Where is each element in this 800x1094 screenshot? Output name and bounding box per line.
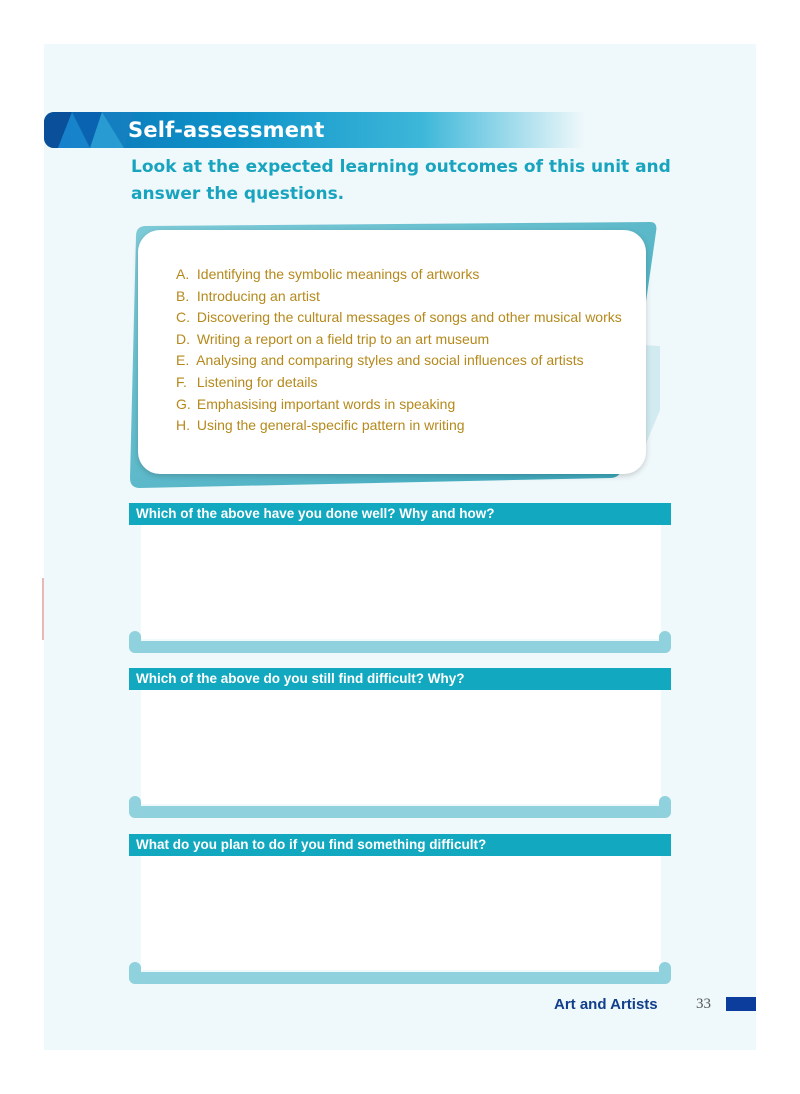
- instruction-text: Look at the expected learning outcomes of this unit and answer the questions.: [131, 157, 671, 204]
- outcomes-list: [176, 264, 622, 437]
- question-3-box-base: [129, 972, 671, 984]
- outcome-letter: F.: [176, 373, 187, 390]
- outcome-letter: E.: [176, 352, 190, 369]
- outcome-text: Writing a report on a field trip to an art museum: [196, 330, 490, 347]
- outcome-text: Analysing and comparing styles and social influences of artists: [196, 352, 584, 369]
- question-1-box-base: [129, 641, 671, 653]
- outcome-text: Listening for details: [196, 373, 318, 390]
- outcome-text: Identifying the symbolic meanings of artworks: [196, 266, 480, 282]
- outcomes-card: [138, 230, 646, 474]
- outcome-item: [176, 415, 622, 437]
- outcome-letter: H.: [176, 417, 190, 434]
- outcome-item: [176, 394, 622, 416]
- outcome-letter: G.: [176, 395, 191, 412]
- question-2-prompt: Which of the above do you still find difficult? Why?: [129, 668, 671, 690]
- outcome-letter: B.: [176, 287, 190, 304]
- outcome-item: [176, 350, 622, 372]
- section-banner: [44, 112, 584, 148]
- margin-mark: [42, 578, 44, 640]
- question-3-prompt: What do you plan to do if you find something difficult?: [129, 834, 671, 856]
- question-1-answer-area[interactable]: [141, 525, 661, 639]
- outcome-letter: A.: [176, 266, 190, 282]
- unit-title: Art and Artists: [554, 996, 658, 1013]
- outcome-text: Introducing an artist: [196, 287, 320, 304]
- question-2-box-base: [129, 806, 671, 818]
- outcome-text: Emphasising important words in speaking: [196, 395, 456, 412]
- outcome-letter: D.: [176, 330, 190, 347]
- question-3-answer-area[interactable]: [141, 856, 661, 970]
- outcome-item: [176, 307, 622, 329]
- page-number: 33: [696, 996, 711, 1012]
- outcome-item: [176, 329, 622, 351]
- outcome-item: [176, 372, 622, 394]
- question-1-prompt: Which of the above have you done well? Why and how?: [129, 503, 671, 525]
- section-title: Self-assessment: [128, 118, 325, 142]
- outcome-letter: C.: [176, 309, 190, 326]
- outcome-text: Discovering the cultural messages of songs and other musical works: [196, 309, 622, 326]
- outcome-text: Using the general-specific pattern in writing: [196, 417, 465, 434]
- outcome-item: [176, 264, 622, 286]
- outcome-item: [176, 286, 622, 308]
- question-2-answer-area[interactable]: [141, 690, 661, 804]
- page-tab-marker: [726, 997, 756, 1011]
